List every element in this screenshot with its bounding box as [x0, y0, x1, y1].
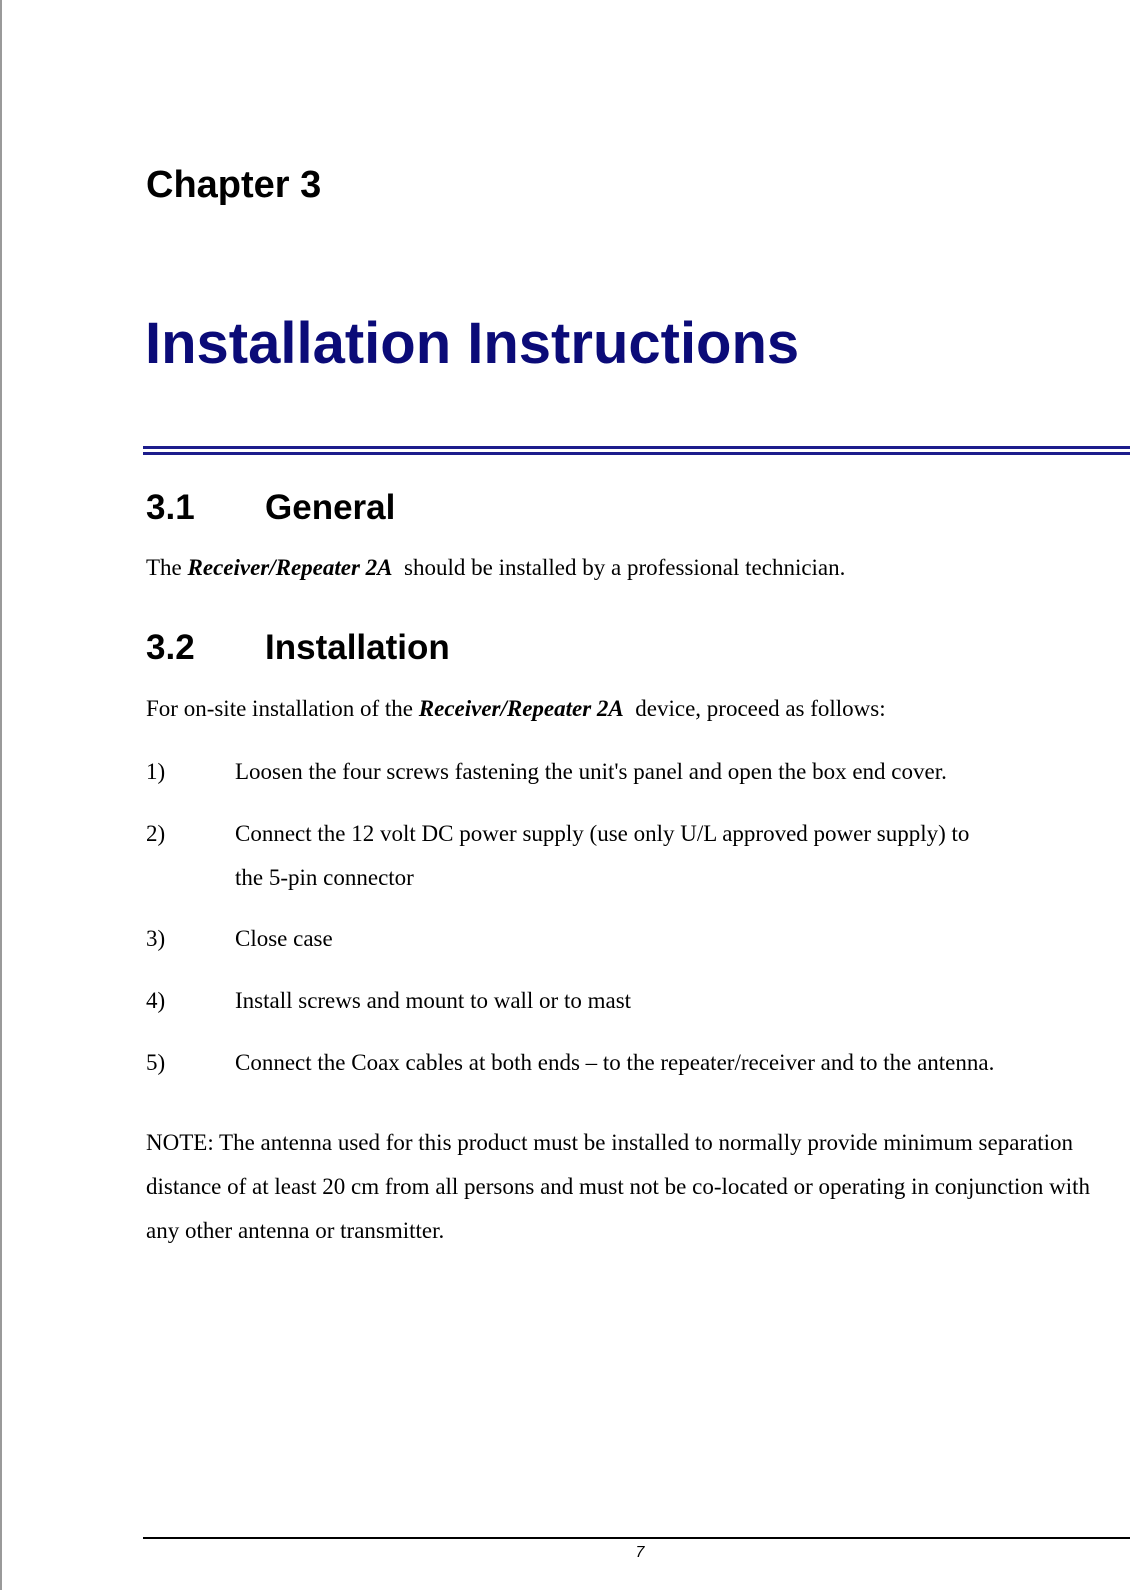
step-number: 3) — [146, 926, 166, 951]
step-number: 2) — [146, 821, 166, 846]
page-number: 7 — [635, 1544, 645, 1561]
list-item — [146, 750, 1106, 794]
list-item — [146, 979, 1106, 1023]
paragraph-text: The — [146, 555, 188, 580]
installation-intro — [146, 694, 886, 724]
footer-rule — [143, 1537, 1130, 1539]
chapter-title: Installation Instructions — [145, 311, 800, 376]
section-title: Installation — [265, 628, 450, 667]
paragraph-text: device, proceed as follows: — [623, 696, 886, 721]
page-left-border — [0, 0, 2, 1590]
list-item — [146, 1041, 1106, 1085]
step-number: 4) — [146, 988, 166, 1013]
paragraph-text: For on-site installation of the — [146, 696, 419, 721]
general-paragraph — [146, 553, 845, 583]
section-title: General — [265, 488, 396, 527]
title-double-rule — [143, 446, 1130, 455]
step-text: Loosen the four screws fastening the unit's panel and open the box end cover. — [235, 759, 947, 784]
step-number: 1) — [146, 759, 166, 784]
section-heading-installation — [146, 626, 450, 670]
section-number: 3.2 — [146, 628, 195, 667]
step-text-continued: the 5-pin connector — [235, 865, 414, 890]
note-paragraph: NOTE: The antenna used for this product must be installed to normally provide minimum separation distance of at least 20 cm from all persons and must not be co-located or operating in conjunction with any other antenna or transmitter. — [146, 1130, 1091, 1243]
section-heading-general — [146, 486, 395, 530]
step-text: Install screws and mount to wall or to mast — [235, 988, 632, 1013]
section-number: 3.1 — [146, 488, 195, 527]
step-text: Connect the Coax cables at both ends – to the repeater/receiver and to the antenna. — [235, 1050, 995, 1075]
list-item — [146, 812, 1106, 900]
product-name: Receiver/Repeater 2A — [418, 696, 624, 721]
paragraph-text: should be installed by a professional technician. — [392, 555, 846, 580]
step-text: Connect the 12 volt DC power supply (use only U/L approved power supply) to — [235, 821, 970, 846]
chapter-label: Chapter 3 — [146, 164, 322, 206]
step-text: Close case — [235, 926, 333, 951]
list-item — [146, 917, 1106, 961]
product-name: Receiver/Repeater 2A — [187, 555, 393, 580]
step-number: 5) — [146, 1050, 166, 1075]
